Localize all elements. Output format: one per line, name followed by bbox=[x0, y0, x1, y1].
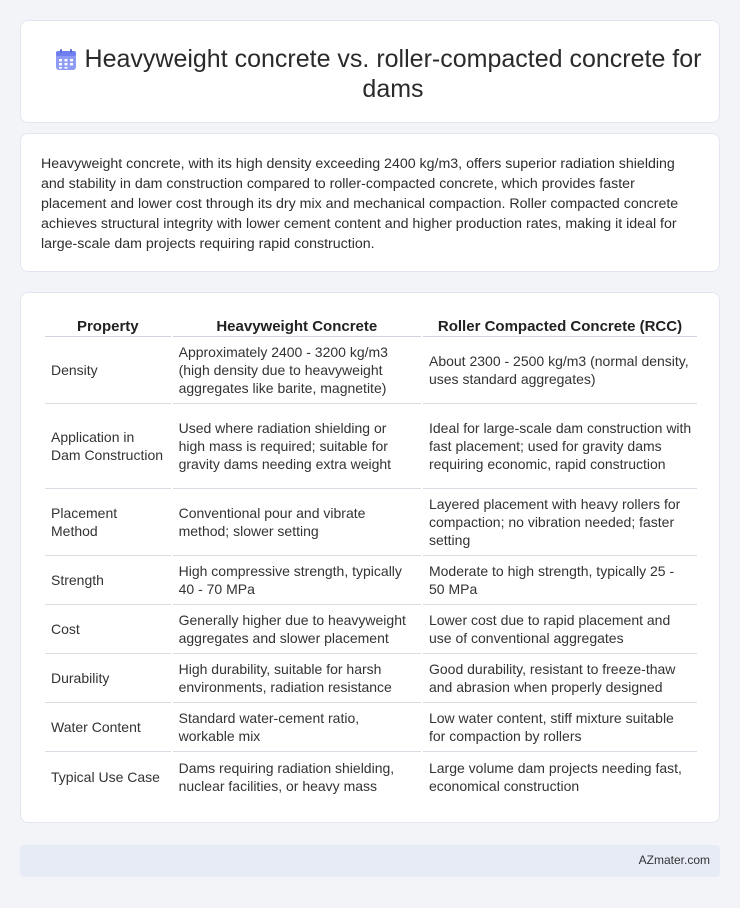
heavyweight-cell: High compressive strength, typically 40 - 70 MPa bbox=[173, 556, 421, 605]
table-header-row bbox=[45, 315, 697, 337]
rcc-cell: Moderate to high strength, typically 25 - 50 MPa bbox=[423, 556, 697, 605]
property-cell: Strength bbox=[45, 556, 171, 605]
property-cell: Cost bbox=[45, 605, 171, 654]
heavyweight-cell: Conventional pour and vibrate method; slower setting bbox=[173, 489, 421, 556]
title-card bbox=[20, 20, 720, 123]
heavyweight-cell: Approximately 2400 - 3200 kg/m3 (high density due to heavyweight aggregates like barite, magnetite) bbox=[173, 337, 421, 404]
rcc-cell: Good durability, resistant to freeze-thaw and abrasion when properly designed bbox=[423, 654, 697, 703]
rcc-cell: Lower cost due to rapid placement and use of conventional aggregates bbox=[423, 605, 697, 654]
table-row bbox=[45, 605, 697, 654]
rcc-cell: Ideal for large-scale dam construction with fast placement; used for gravity dams requiring economic, rapid construction bbox=[423, 404, 697, 489]
rcc-cell: Large volume dam projects needing fast, economical construction bbox=[428, 759, 682, 794]
property-cell: Typical Use Case bbox=[51, 768, 160, 785]
table-row bbox=[45, 556, 697, 605]
table-row bbox=[45, 404, 697, 489]
comparison-table-card bbox=[20, 292, 720, 823]
comparison-table bbox=[43, 315, 699, 801]
summary-text: Heavyweight concrete, with its high density exceeding 2400 kg/m3, offers superior radiation shielding and stability in dam construction compared to roller-compacted concrete, which provides faster placement and lower cost through its dry mix and mechanical compaction. Roller compacted concrete achieves structural integrity with lower cement content and higher production rates, making it ideal for large-scale dam projects requiring rapid construction. bbox=[41, 156, 679, 252]
page-title: Heavyweight concrete vs. roller-compacted concrete for dams bbox=[84, 45, 702, 103]
rcc-cell: Layered placement with heavy rollers for compaction; no vibration needed; faster setting bbox=[423, 489, 697, 556]
column-header-rcc: Roller Compacted Concrete (RCC) bbox=[423, 315, 697, 337]
property-cell: Placement Method bbox=[45, 489, 171, 556]
heavyweight-cell: Used where radiation shielding or high mass is required; suitable for gravity dams needing extra weight bbox=[173, 404, 421, 489]
heavyweight-cell: Standard water-cement ratio, workable mix bbox=[173, 703, 421, 752]
table-row bbox=[45, 489, 697, 556]
table-row bbox=[45, 654, 697, 703]
heavyweight-cell: High durability, suitable for harsh environments, radiation resistance bbox=[173, 654, 421, 703]
column-header-property: Property bbox=[45, 315, 171, 337]
column-header-heavyweight: Heavyweight Concrete bbox=[173, 315, 421, 337]
table-row bbox=[45, 703, 697, 752]
table-row bbox=[45, 752, 697, 801]
calendar-icon bbox=[54, 48, 78, 72]
heavyweight-cell: Dams requiring radiation shielding, nuclear facilities, or heavy mass bbox=[178, 759, 395, 794]
property-cell: Application in Dam Construction bbox=[45, 404, 171, 489]
rcc-cell: Low water content, stiff mixture suitable for compaction by rollers bbox=[423, 703, 697, 752]
property-cell: Density bbox=[45, 337, 171, 404]
property-cell: Durability bbox=[45, 654, 171, 703]
table-row bbox=[45, 337, 697, 404]
property-cell: Water Content bbox=[45, 703, 171, 752]
rcc-cell: About 2300 - 2500 kg/m3 (normal density, uses standard aggregates) bbox=[423, 337, 697, 404]
footer-bar bbox=[20, 845, 720, 877]
footer-brand[interactable]: AZmater.com bbox=[638, 853, 710, 867]
summary-card bbox=[20, 133, 720, 272]
heavyweight-cell: Generally higher due to heavyweight aggregates and slower placement bbox=[173, 605, 421, 654]
